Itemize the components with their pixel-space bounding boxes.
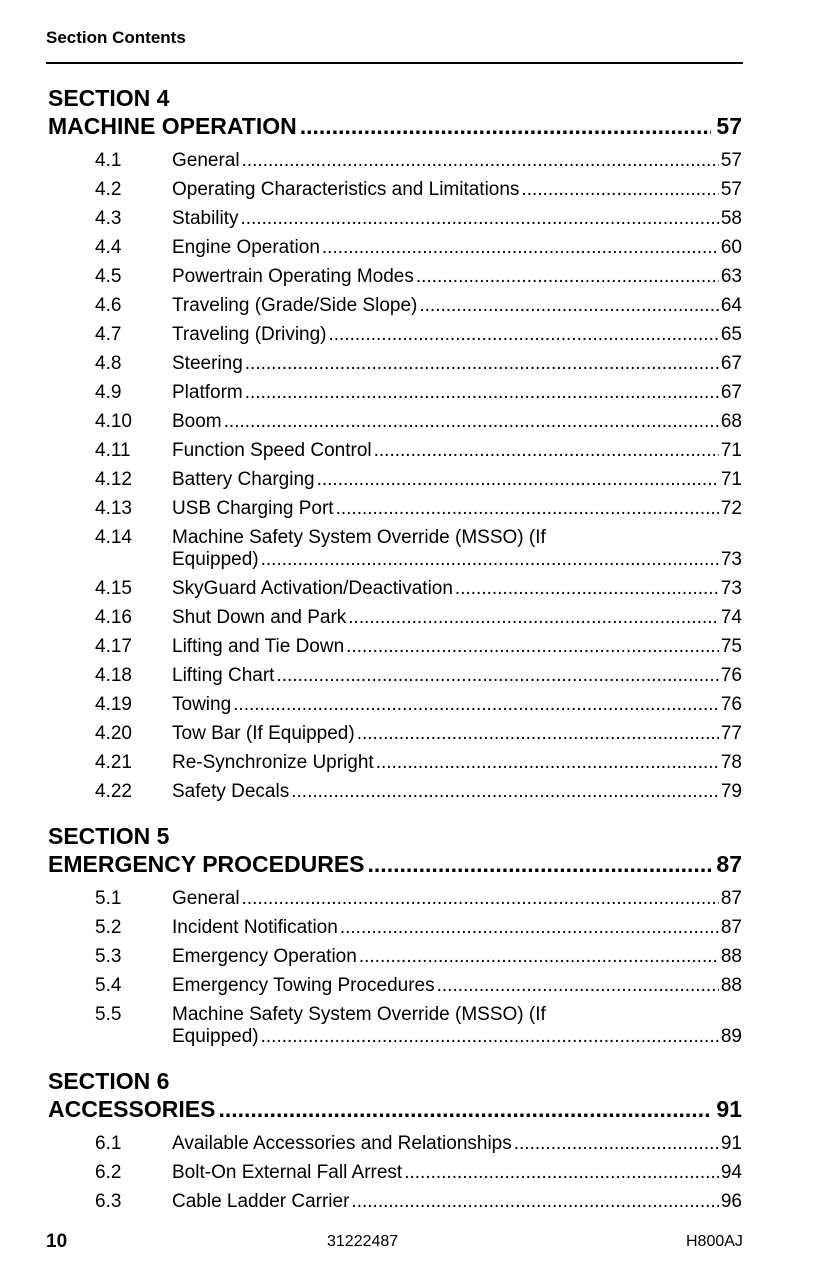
entry-title-line: [172, 549, 742, 574]
entry-title-line: [172, 777, 742, 806]
dot-leader: [340, 913, 719, 942]
entry-title: Available Accessories and Relationships: [172, 1133, 512, 1154]
entry-number: 5.5: [95, 1004, 122, 1025]
entry-number: 5.4: [95, 975, 122, 996]
toc-entry[interactable]: [0, 349, 825, 378]
toc-entry[interactable]: [0, 574, 825, 603]
entry-title-line: [172, 233, 742, 262]
table-of-contents: [0, 84, 825, 1232]
entry-title-line: [172, 719, 742, 748]
entry-title: Shut Down and Park: [172, 607, 347, 628]
entry-title-line: [172, 942, 742, 971]
entry-number: 4.3: [95, 208, 122, 229]
entry-number: 5.3: [95, 946, 122, 967]
entry-number: 6.3: [95, 1191, 122, 1212]
entry-title-line: [172, 494, 742, 523]
section-title: ACCESSORIES: [48, 1096, 216, 1122]
entry-body: [172, 494, 742, 523]
toc-entry[interactable]: [0, 494, 825, 523]
dot-leader: [437, 971, 719, 1000]
section-page-number: 87: [716, 851, 742, 877]
dot-leader: [419, 291, 719, 320]
section-title-link[interactable]: [48, 850, 742, 878]
dot-leader: [329, 320, 719, 349]
entry-title: Stability: [172, 208, 239, 229]
entry-number: 5.2: [95, 917, 122, 938]
toc-entry[interactable]: [0, 690, 825, 719]
entry-title: Platform: [172, 382, 243, 403]
entry-number: 4.13: [95, 498, 132, 519]
section-title-link[interactable]: [48, 112, 742, 140]
entry-title-continued: Equipped): [172, 1026, 259, 1047]
toc-entry[interactable]: [0, 632, 825, 661]
entry-body: [172, 603, 742, 632]
entry-page-number: 88: [720, 975, 742, 996]
toc-section: [0, 1067, 825, 1216]
toc-entry[interactable]: [0, 262, 825, 291]
dot-leader: [242, 146, 719, 175]
entry-page-number: 65: [720, 324, 742, 345]
entry-body: [172, 574, 742, 603]
section-number-label: SECTION 6: [48, 1068, 170, 1094]
entry-title: USB Charging Port: [172, 498, 334, 519]
entry-number: 4.4: [95, 237, 122, 258]
entry-number: 6.2: [95, 1162, 122, 1183]
entry-title-line: [172, 465, 742, 494]
entry-title: General: [172, 888, 240, 909]
entry-body: [172, 378, 742, 407]
entry-number: 4.15: [95, 578, 132, 599]
entry-page-number: 73: [720, 578, 742, 599]
entry-page-number: 76: [720, 694, 742, 715]
toc-entry[interactable]: [0, 291, 825, 320]
dot-leader: [374, 436, 719, 465]
entry-title-continued: Equipped): [172, 549, 259, 570]
toc-entry[interactable]: [0, 204, 825, 233]
dot-leader: [245, 349, 719, 378]
toc-entry[interactable]: [0, 884, 825, 913]
section-number-label: SECTION 4: [48, 85, 170, 111]
entry-body: [172, 465, 742, 494]
entry-title-line: [172, 291, 742, 320]
entry-number: 4.14: [95, 527, 132, 548]
dot-leader: [521, 175, 718, 204]
entry-number: 4.2: [95, 179, 122, 200]
entry-number: 4.7: [95, 324, 122, 345]
entry-title: Bolt-On External Fall Arrest: [172, 1162, 403, 1183]
entry-body: [172, 146, 742, 175]
entry-body: [172, 1158, 742, 1187]
toc-entry[interactable]: [0, 523, 825, 574]
entry-page-number: 73: [720, 549, 742, 570]
section-page-number: 91: [716, 1096, 742, 1122]
entry-title-line: [172, 574, 742, 603]
entry-number: 4.10: [95, 411, 132, 432]
toc-entry[interactable]: [0, 146, 825, 175]
entry-page-number: 87: [720, 917, 742, 938]
entry-number: 4.11: [95, 440, 131, 461]
entry-body: [172, 777, 742, 806]
entry-title-line: [172, 262, 742, 291]
entry-title: Towing: [172, 694, 232, 715]
dot-leader: [261, 1026, 719, 1048]
dot-leader: [455, 574, 719, 603]
entry-page-number: 57: [720, 179, 742, 200]
entry-title-line: [172, 523, 742, 549]
dot-leader: [368, 850, 712, 878]
toc-entry[interactable]: [0, 777, 825, 806]
entry-title-line: [172, 884, 742, 913]
toc-entry[interactable]: [0, 942, 825, 971]
entry-title-line: [172, 1129, 742, 1158]
dot-leader: [218, 1095, 711, 1123]
entry-title: Machine Safety System Override (MSSO) (If: [172, 1004, 546, 1025]
entry-body: [172, 1129, 742, 1158]
entry-title: Emergency Towing Procedures: [172, 975, 435, 996]
entry-body: [172, 349, 742, 378]
entry-title-line: [172, 175, 742, 204]
entry-number: 4.1: [95, 150, 122, 171]
toc-entry[interactable]: [0, 603, 825, 632]
entry-title-line: [172, 378, 742, 407]
entry-page-number: 91: [720, 1133, 742, 1154]
dot-leader: [359, 942, 719, 971]
entry-page-number: 71: [720, 469, 742, 490]
entry-title-line: [172, 1158, 742, 1187]
entry-title-line: [172, 407, 742, 436]
entry-page-number: 67: [720, 382, 742, 403]
entry-body: [172, 913, 742, 942]
entry-title-line: [172, 690, 742, 719]
entry-title: Cable Ladder Carrier: [172, 1191, 350, 1212]
section-title: MACHINE OPERATION: [48, 113, 297, 139]
entry-page-number: 77: [720, 723, 742, 744]
toc-entry[interactable]: [0, 1129, 825, 1158]
entry-title: Traveling (Grade/Side Slope): [172, 295, 418, 316]
footer-model: H800AJ: [686, 1233, 743, 1250]
entry-number: 4.6: [95, 295, 122, 316]
entry-page-number: 67: [720, 353, 742, 374]
dot-leader: [357, 719, 719, 748]
toc-entry[interactable]: [0, 748, 825, 777]
dot-leader: [376, 748, 719, 777]
entry-title-line: [172, 1000, 742, 1026]
entry-body: [172, 320, 742, 349]
header-divider: [46, 62, 743, 64]
toc-entry[interactable]: [0, 407, 825, 436]
entry-body: [172, 719, 742, 748]
dot-leader: [416, 262, 719, 291]
entry-body: [172, 204, 742, 233]
entry-body: [172, 661, 742, 690]
entry-title-line: [172, 349, 742, 378]
footer-document-number: 31222487: [327, 1233, 399, 1250]
section-number-label: SECTION 5: [48, 823, 170, 849]
entry-page-number: 79: [720, 781, 742, 802]
entry-page-number: 74: [720, 607, 742, 628]
entry-title-line: [172, 204, 742, 233]
dot-leader: [261, 549, 719, 571]
entry-title: Lifting Chart: [172, 665, 275, 686]
toc-entry[interactable]: [0, 719, 825, 748]
entry-title: Re-Synchronize Upright: [172, 752, 374, 773]
entry-title: Battery Charging: [172, 469, 315, 490]
entry-body: [172, 436, 742, 465]
dot-leader: [346, 632, 719, 661]
entry-title-line: [172, 913, 742, 942]
toc-entry[interactable]: [0, 436, 825, 465]
footer-page-number: 10: [46, 1231, 68, 1252]
entry-title: Function Speed Control: [172, 440, 372, 461]
entry-title: Boom: [172, 411, 222, 432]
entry-body: [172, 262, 742, 291]
entry-title: SkyGuard Activation/Deactivation: [172, 578, 453, 599]
toc-entry[interactable]: [0, 320, 825, 349]
entry-title: Emergency Operation: [172, 946, 357, 967]
entry-title-line: [172, 632, 742, 661]
entry-title: General: [172, 150, 240, 171]
section-page-number: 57: [716, 113, 742, 139]
entry-body: [172, 523, 742, 574]
entry-page-number: 96: [720, 1191, 742, 1212]
toc-section: [0, 822, 825, 1051]
entry-body: [172, 407, 742, 436]
entry-page-number: 72: [720, 498, 742, 519]
entry-body: [172, 632, 742, 661]
toc-entry[interactable]: [0, 1187, 825, 1216]
dot-leader: [336, 494, 719, 523]
entry-title-line: [172, 1187, 742, 1216]
toc-entry[interactable]: [0, 378, 825, 407]
entry-title: Safety Decals: [172, 781, 290, 802]
entry-page-number: 71: [720, 440, 742, 461]
entry-title-line: [172, 436, 742, 465]
entry-number: 4.12: [95, 469, 132, 490]
entry-title-line: [172, 661, 742, 690]
entry-page-number: 75: [720, 636, 742, 657]
entry-page-number: 64: [720, 295, 742, 316]
dot-leader: [291, 777, 719, 806]
entry-page-number: 63: [720, 266, 742, 287]
page-header-title: Section Contents: [46, 28, 186, 47]
entry-number: 4.17: [95, 636, 132, 657]
entry-page-number: 87: [720, 888, 742, 909]
dot-leader: [514, 1129, 719, 1158]
entry-number: 4.9: [95, 382, 122, 403]
dot-leader: [242, 884, 719, 913]
dot-leader: [224, 407, 719, 436]
entry-title-line: [172, 320, 742, 349]
dot-leader: [351, 1187, 718, 1216]
dot-leader: [322, 233, 719, 262]
entry-title: Incident Notification: [172, 917, 338, 938]
toc-section: [0, 84, 825, 806]
dot-leader: [241, 204, 719, 233]
dot-leader: [348, 603, 719, 632]
toc-entry[interactable]: [0, 233, 825, 262]
section-title: EMERGENCY PROCEDURES: [48, 851, 365, 877]
entry-title: Operating Characteristics and Limitations: [172, 179, 520, 200]
entry-number: 4.8: [95, 353, 122, 374]
entry-page-number: 57: [720, 150, 742, 171]
entry-body: [172, 690, 742, 719]
entry-page-number: 60: [720, 237, 742, 258]
entry-number: 5.1: [95, 888, 122, 909]
dot-leader: [233, 690, 719, 719]
entry-body: [172, 233, 742, 262]
dot-leader: [317, 465, 719, 494]
entry-title-line: [172, 603, 742, 632]
entry-number: 4.20: [95, 723, 132, 744]
entry-page-number: 68: [720, 411, 742, 432]
entry-title-line: [172, 971, 742, 1000]
entry-body: [172, 291, 742, 320]
toc-entry[interactable]: [0, 661, 825, 690]
toc-entry[interactable]: [0, 1000, 825, 1051]
entry-body: [172, 175, 742, 204]
dot-leader: [276, 661, 718, 690]
dot-leader: [404, 1158, 719, 1187]
entry-title-line: [172, 146, 742, 175]
dot-leader: [245, 378, 719, 407]
entry-number: 4.22: [95, 781, 132, 802]
entry-number: 4.19: [95, 694, 132, 715]
entry-number: 6.1: [95, 1133, 122, 1154]
toc-entry[interactable]: [0, 913, 825, 942]
dot-leader: [300, 112, 712, 140]
entry-body: [172, 748, 742, 777]
entry-title-line: [172, 1026, 742, 1051]
entry-page-number: 78: [720, 752, 742, 773]
toc-entry[interactable]: [0, 971, 825, 1000]
entry-page-number: 88: [720, 946, 742, 967]
entry-title: Powertrain Operating Modes: [172, 266, 414, 287]
entry-title: Machine Safety System Override (MSSO) (If: [172, 527, 546, 548]
entry-body: [172, 1000, 742, 1051]
entry-title-line: [172, 748, 742, 777]
entry-page-number: 94: [720, 1162, 742, 1183]
entry-number: 4.21: [95, 752, 132, 773]
entry-page-number: 76: [720, 665, 742, 686]
entry-body: [172, 971, 742, 1000]
toc-entry[interactable]: [0, 465, 825, 494]
entry-title: Tow Bar (If Equipped): [172, 723, 355, 744]
entry-title: Lifting and Tie Down: [172, 636, 345, 657]
toc-entry[interactable]: [0, 1158, 825, 1187]
toc-entry[interactable]: [0, 175, 825, 204]
section-title-link[interactable]: [48, 1095, 742, 1123]
entry-body: [172, 1187, 742, 1216]
entry-page-number: 58: [720, 208, 742, 229]
entry-number: 4.16: [95, 607, 132, 628]
entry-number: 4.5: [95, 266, 122, 287]
entry-number: 4.18: [95, 665, 132, 686]
entry-title: Steering: [172, 353, 243, 374]
entry-body: [172, 942, 742, 971]
entry-body: [172, 884, 742, 913]
entry-title: Engine Operation: [172, 237, 320, 258]
entry-title: Traveling (Driving): [172, 324, 327, 345]
entry-page-number: 89: [720, 1026, 742, 1047]
